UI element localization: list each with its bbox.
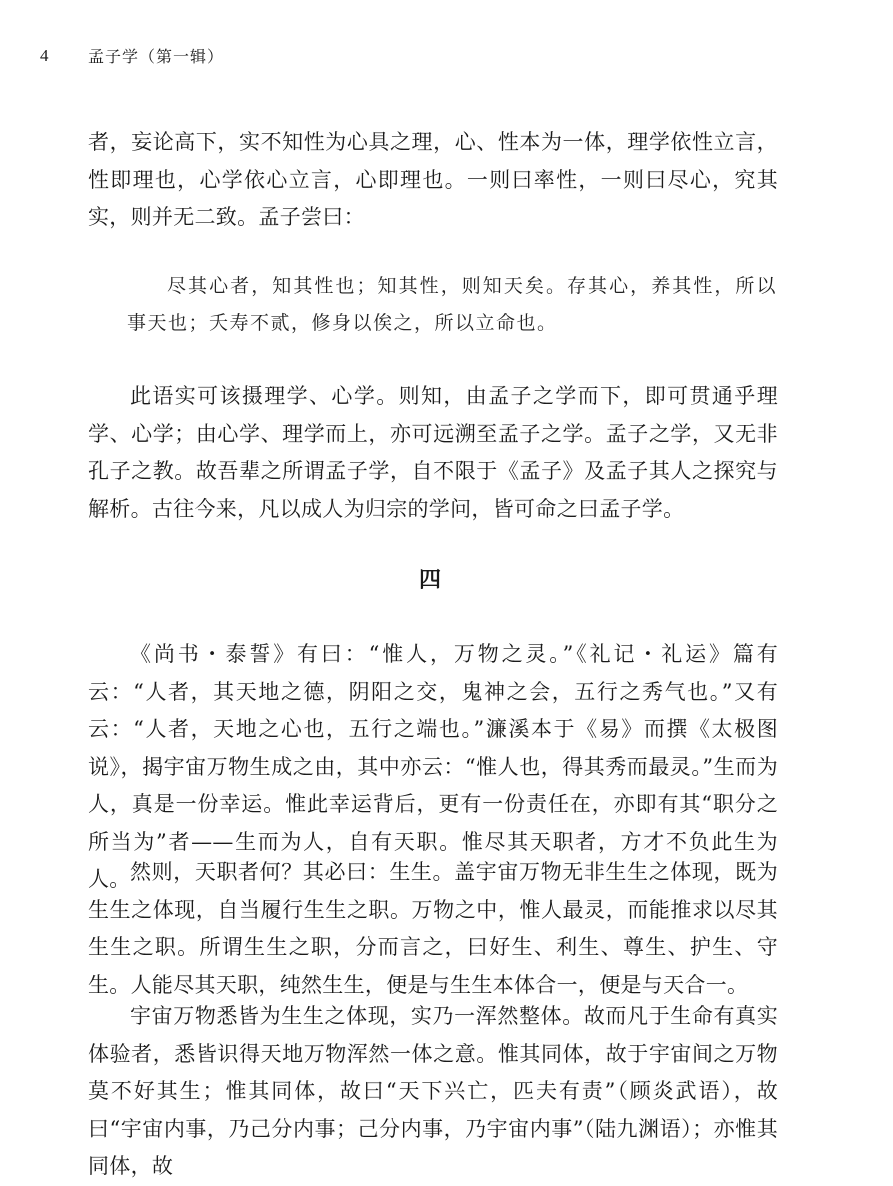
running-title: 孟子学（第一辑）: [88, 47, 225, 66]
block-quote-mencius: 尽其心者，知其性也；知其性，则知天矣。存其心，养其性，所以事天也；夭寿不贰，修身以俟之，所以立命也。: [127, 275, 777, 334]
section-heading-four: 四: [418, 567, 441, 593]
paragraph-mencius-learning: 此语实可该摄理学、心学。则知，由孟子之学而下，即可贯通乎理学、心学；由心学、理学而上，亦可远溯至孟子之学。孟子之学，又无非孔子之教。故吾辈之所谓孟子学，自不限于《孟子》及孟子其人之探究与解析。古往今来，凡以成人为归宗的学问，皆可命之曰孟子学。: [88, 384, 778, 521]
paragraph-shangshu: 《尚书・泰誓》有曰：“惟人，万物之灵。”《礼记・礼运》篇有云：“人者，其天地之德，阴阳之交，鬼神之会，五行之秀气也。”又有云：“人者，天地之心也，五行之端也。”濂溪本于《易》而撰《太极图说》，揭宇宙万物生成之由，其中亦云：“惟人也，得其秀而最灵。”生而为人，真是一份幸运。惟此幸运背后，更有一份责任在，亦即有其“职分之所当为”者——生而为人，自有天职。惟尽其天职者，方才不负此生为人。: [88, 642, 778, 891]
paragraph-continuation: 者，妄论高下，实不知性为心具之理，心、性本为一体，理学依性立言，性即理也，心学依心立言，心即理也。一则曰率性，一则曰尽心，究其实，则并无二致。孟子尝曰：: [88, 130, 778, 229]
paragraph-heavenly-duty: 然则，天职者何？其必曰：生生。盖宇宙万物无非生生之体现，既为生生之体现，自当履行生生之职。万物之中，惟人最灵，而能推求以尽其生生之职。所谓生生之职，分而言之，曰好生、利生、尊生、护生、守生。人能尽其天职，纯然生生，便是与生生本体合一，便是与天合一。: [88, 860, 778, 997]
paragraph-cosmic-unity: 宇宙万物悉皆为生生之体现，实乃一浑然整体。故而凡于生命有真实体验者，悉皆识得天地万物浑然一体之意。惟其同体，故于宇宙间之万物莫不好其生；惟其同体，故曰“天下兴亡，匹夫有责”（顾炎武语），故曰“宇宙内事，乃己分内事；己分内事，乃宇宙内事”（陆九渊语）；亦惟其同体，故: [88, 1004, 778, 1178]
page-number: 4: [40, 45, 49, 65]
page-header: [40, 44, 224, 67]
